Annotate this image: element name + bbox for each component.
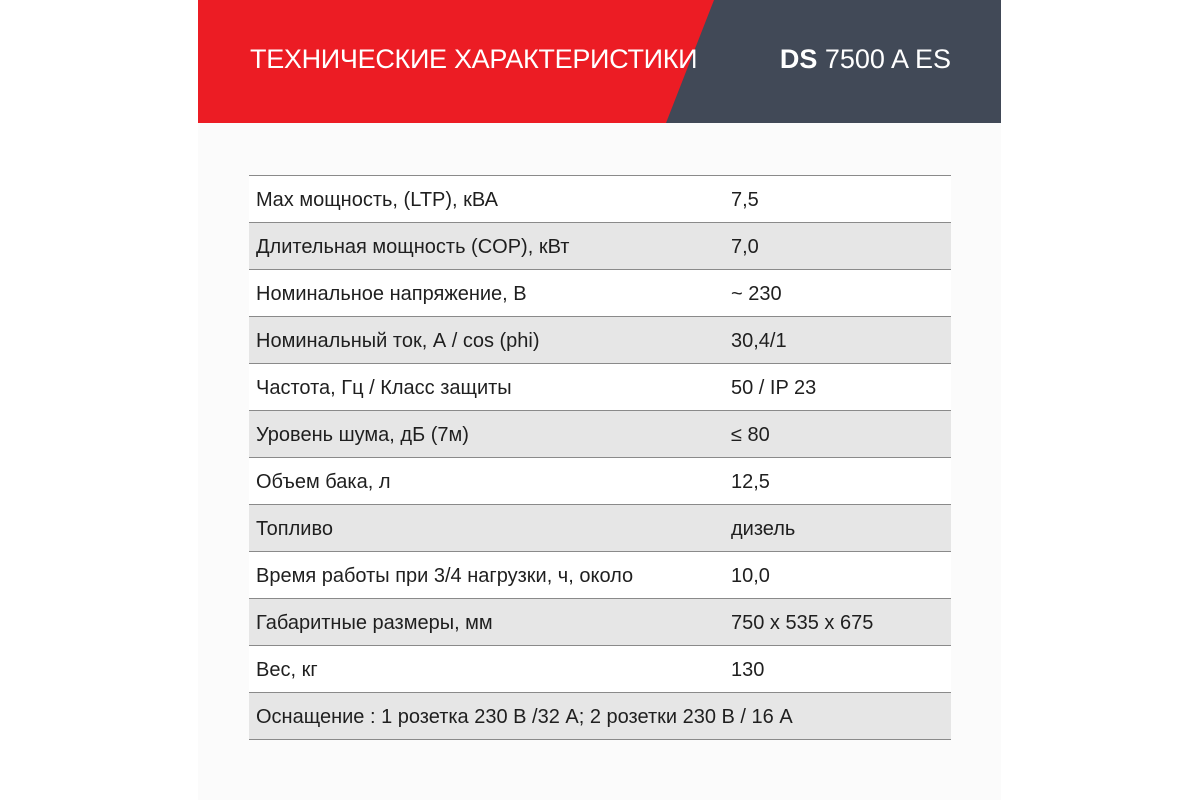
model-series: DS (779, 44, 818, 74)
spec-row (249, 458, 951, 505)
spec-value: ≤ 80 (731, 424, 770, 446)
header-title: ТЕХНИЧЕСКИЕ ХАРАКТЕРИСТИКИ (250, 44, 698, 74)
spec-value: 10,0 (731, 565, 770, 587)
spec-row (249, 552, 951, 599)
spec-row (249, 505, 951, 552)
spec-value: 130 (731, 659, 765, 681)
spec-label: Объем бака, л (256, 471, 391, 493)
spec-row (249, 646, 951, 693)
spec-sheet (198, 0, 1001, 800)
spec-row (249, 411, 951, 458)
equipment-text: Оснащение : 1 розетка 230 В /32 А; 2 розетки 230 В / 16 А (256, 706, 793, 728)
spec-value: 50 / IP 23 (731, 377, 817, 399)
model-name (780, 44, 951, 75)
spec-row (249, 599, 951, 646)
spec-label: Время работы при 3/4 нагрузки, ч, около (256, 565, 634, 587)
spec-label: Длительная мощность (COP), кВт (256, 236, 570, 258)
header-banner (198, 0, 1001, 123)
spec-value: 30,4/1 (731, 330, 787, 352)
spec-label: Частота, Гц / Класс защиты (256, 377, 512, 399)
equipment-row (249, 693, 951, 740)
model-number: 7500 A ES (824, 44, 951, 74)
spec-value: 12,5 (731, 471, 770, 493)
spec-row (249, 176, 951, 223)
spec-row (249, 317, 951, 364)
spec-table (249, 175, 951, 740)
spec-value: дизель (731, 518, 796, 540)
spec-label: Вес, кг (256, 659, 318, 681)
spec-label: Max мощность, (LTP), кВА (256, 189, 498, 211)
spec-label: Номинальное напряжение, В (256, 283, 527, 305)
spec-row (249, 223, 951, 270)
spec-value: 7,5 (731, 189, 759, 211)
spec-label: Номинальный ток, А / cos (phi) (256, 330, 540, 352)
spec-label: Уровень шума, дБ (7м) (256, 424, 469, 446)
spec-value: 750 x 535 x 675 (731, 612, 874, 634)
spec-label: Габаритные размеры, мм (256, 612, 493, 634)
spec-row (249, 270, 951, 317)
spec-row (249, 364, 951, 411)
spec-value: 7,0 (731, 236, 759, 258)
spec-value: ~ 230 (731, 283, 782, 305)
spec-label: Топливо (256, 518, 333, 540)
